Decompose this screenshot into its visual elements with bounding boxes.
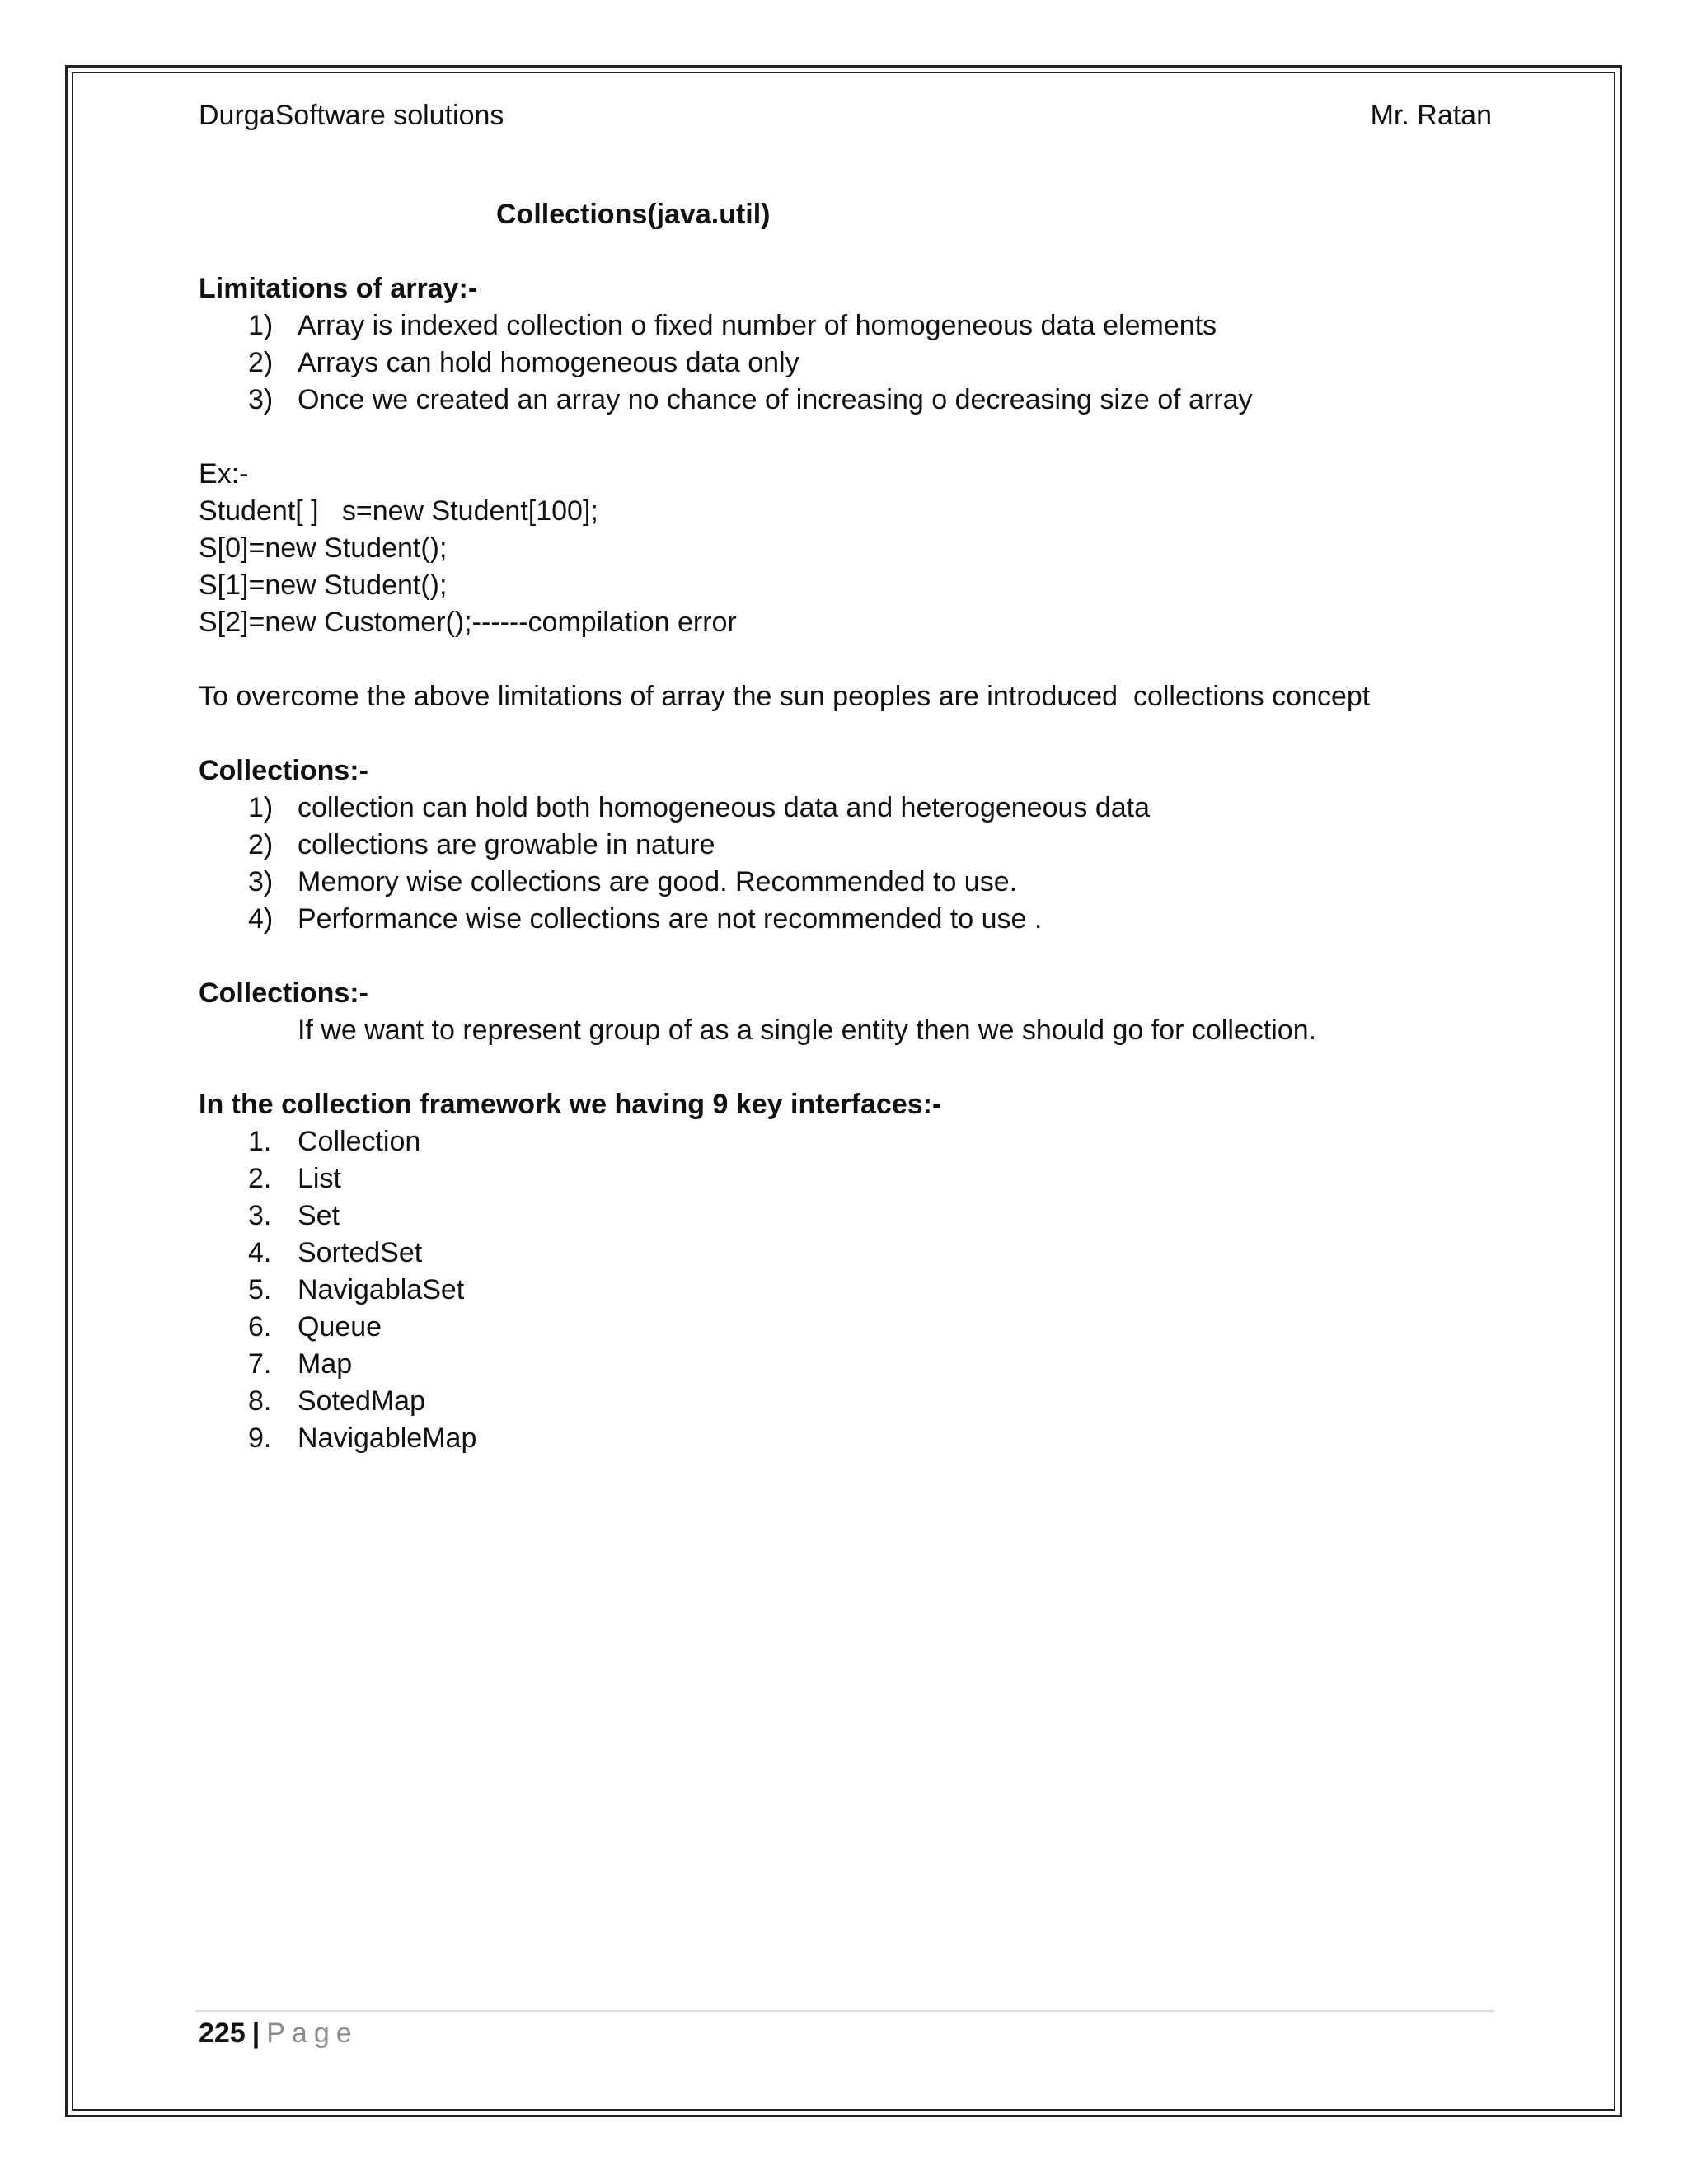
list-marker: 3.	[248, 1200, 272, 1231]
collections-definition-text: If we want to represent group of as a single entity then we should go for collection.	[298, 1015, 1317, 1046]
list-marker: 7.	[248, 1348, 272, 1380]
footer-divider	[195, 2010, 1494, 2012]
page-label: Page	[266, 2018, 359, 2049]
list-marker: 4)	[248, 903, 274, 935]
list-item	[199, 1309, 1492, 1346]
page-title: Collections(java.util)	[496, 199, 771, 230]
overcome-paragraph: To overcome the above limitations of array the sun peoples are introduced collections concept	[199, 681, 1371, 712]
list-item-text: Collection	[298, 1126, 421, 1157]
list-item	[199, 307, 1492, 344]
code-line: S[1]=new Student();	[199, 569, 448, 601]
list-item	[199, 790, 1492, 827]
list-item	[199, 827, 1492, 864]
list-item	[199, 864, 1492, 901]
list-item-text: NavigablaSet	[298, 1274, 465, 1305]
list-item-text: Memory wise collections are good. Recommended to use.	[298, 866, 1018, 898]
limitations-heading: Limitations of array:-	[199, 273, 478, 304]
list-item-text: List	[298, 1163, 341, 1194]
list-item-text: Queue	[298, 1311, 382, 1343]
list-marker: 1.	[248, 1126, 272, 1157]
collections-definition-heading: Collections:-	[199, 977, 368, 1009]
list-item-text: Map	[298, 1348, 353, 1380]
document-page	[199, 97, 1492, 1457]
list-marker: 2.	[248, 1163, 272, 1194]
list-item-text: Set	[298, 1200, 340, 1231]
code-line: Student[ ] s=new Student[100];	[199, 495, 598, 527]
header-left: DurgaSoftware solutions	[199, 100, 504, 131]
page-header	[199, 97, 1492, 134]
list-item-text: SortedSet	[298, 1237, 423, 1268]
list-item	[199, 1235, 1492, 1272]
list-marker: 2)	[248, 829, 274, 860]
list-item	[199, 1160, 1492, 1197]
list-item-text: collection can hold both homogeneous data and heterogeneous data	[298, 792, 1151, 823]
code-line: S[2]=new Customer();------compilation error	[199, 607, 737, 638]
list-marker: 3)	[248, 866, 274, 898]
list-marker: 4.	[248, 1237, 272, 1268]
list-item	[199, 1123, 1492, 1160]
list-item	[199, 1420, 1492, 1457]
list-item-text: NavigableMap	[298, 1422, 477, 1454]
interfaces-list	[199, 1123, 1492, 1457]
list-item	[199, 344, 1492, 382]
list-item	[199, 382, 1492, 419]
list-marker: 6.	[248, 1311, 272, 1343]
collections-features-list	[199, 790, 1492, 938]
list-item-text: Once we created an array no chance of increasing o decreasing size of array	[298, 384, 1253, 415]
list-item	[199, 901, 1492, 938]
list-marker: 8.	[248, 1385, 272, 1417]
list-item	[199, 1346, 1492, 1383]
list-item-text: Performance wise collections are not recommended to use .	[298, 903, 1043, 935]
list-item	[199, 1272, 1492, 1309]
list-item-text: collections are growable in nature	[298, 829, 715, 860]
list-marker: 2)	[248, 347, 274, 378]
list-item	[199, 1197, 1492, 1235]
header-right: Mr. Ratan	[1370, 100, 1492, 131]
interfaces-heading: In the collection framework we having 9 key interfaces:-	[199, 1089, 942, 1120]
example-block	[199, 456, 1492, 641]
list-marker: 1)	[248, 792, 274, 823]
list-marker: 3)	[248, 384, 274, 415]
example-label: Ex:-	[199, 458, 249, 490]
footer-separator: |	[251, 2018, 260, 2049]
list-item-text: Arrays can hold homogeneous data only	[298, 347, 799, 378]
collections-features-heading: Collections:-	[199, 755, 368, 786]
list-item-text: SotedMap	[298, 1385, 425, 1417]
page-number: 225	[199, 2018, 246, 2049]
list-marker: 5.	[248, 1274, 272, 1305]
list-item-text: Array is indexed collection o fixed number of homogeneous data elements	[298, 310, 1217, 341]
list-marker: 9.	[248, 1422, 272, 1454]
code-line: S[0]=new Student();	[199, 532, 448, 564]
list-item	[199, 1383, 1492, 1420]
limitations-list	[199, 307, 1492, 419]
page-footer	[199, 2015, 359, 2052]
list-marker: 1)	[248, 310, 274, 341]
